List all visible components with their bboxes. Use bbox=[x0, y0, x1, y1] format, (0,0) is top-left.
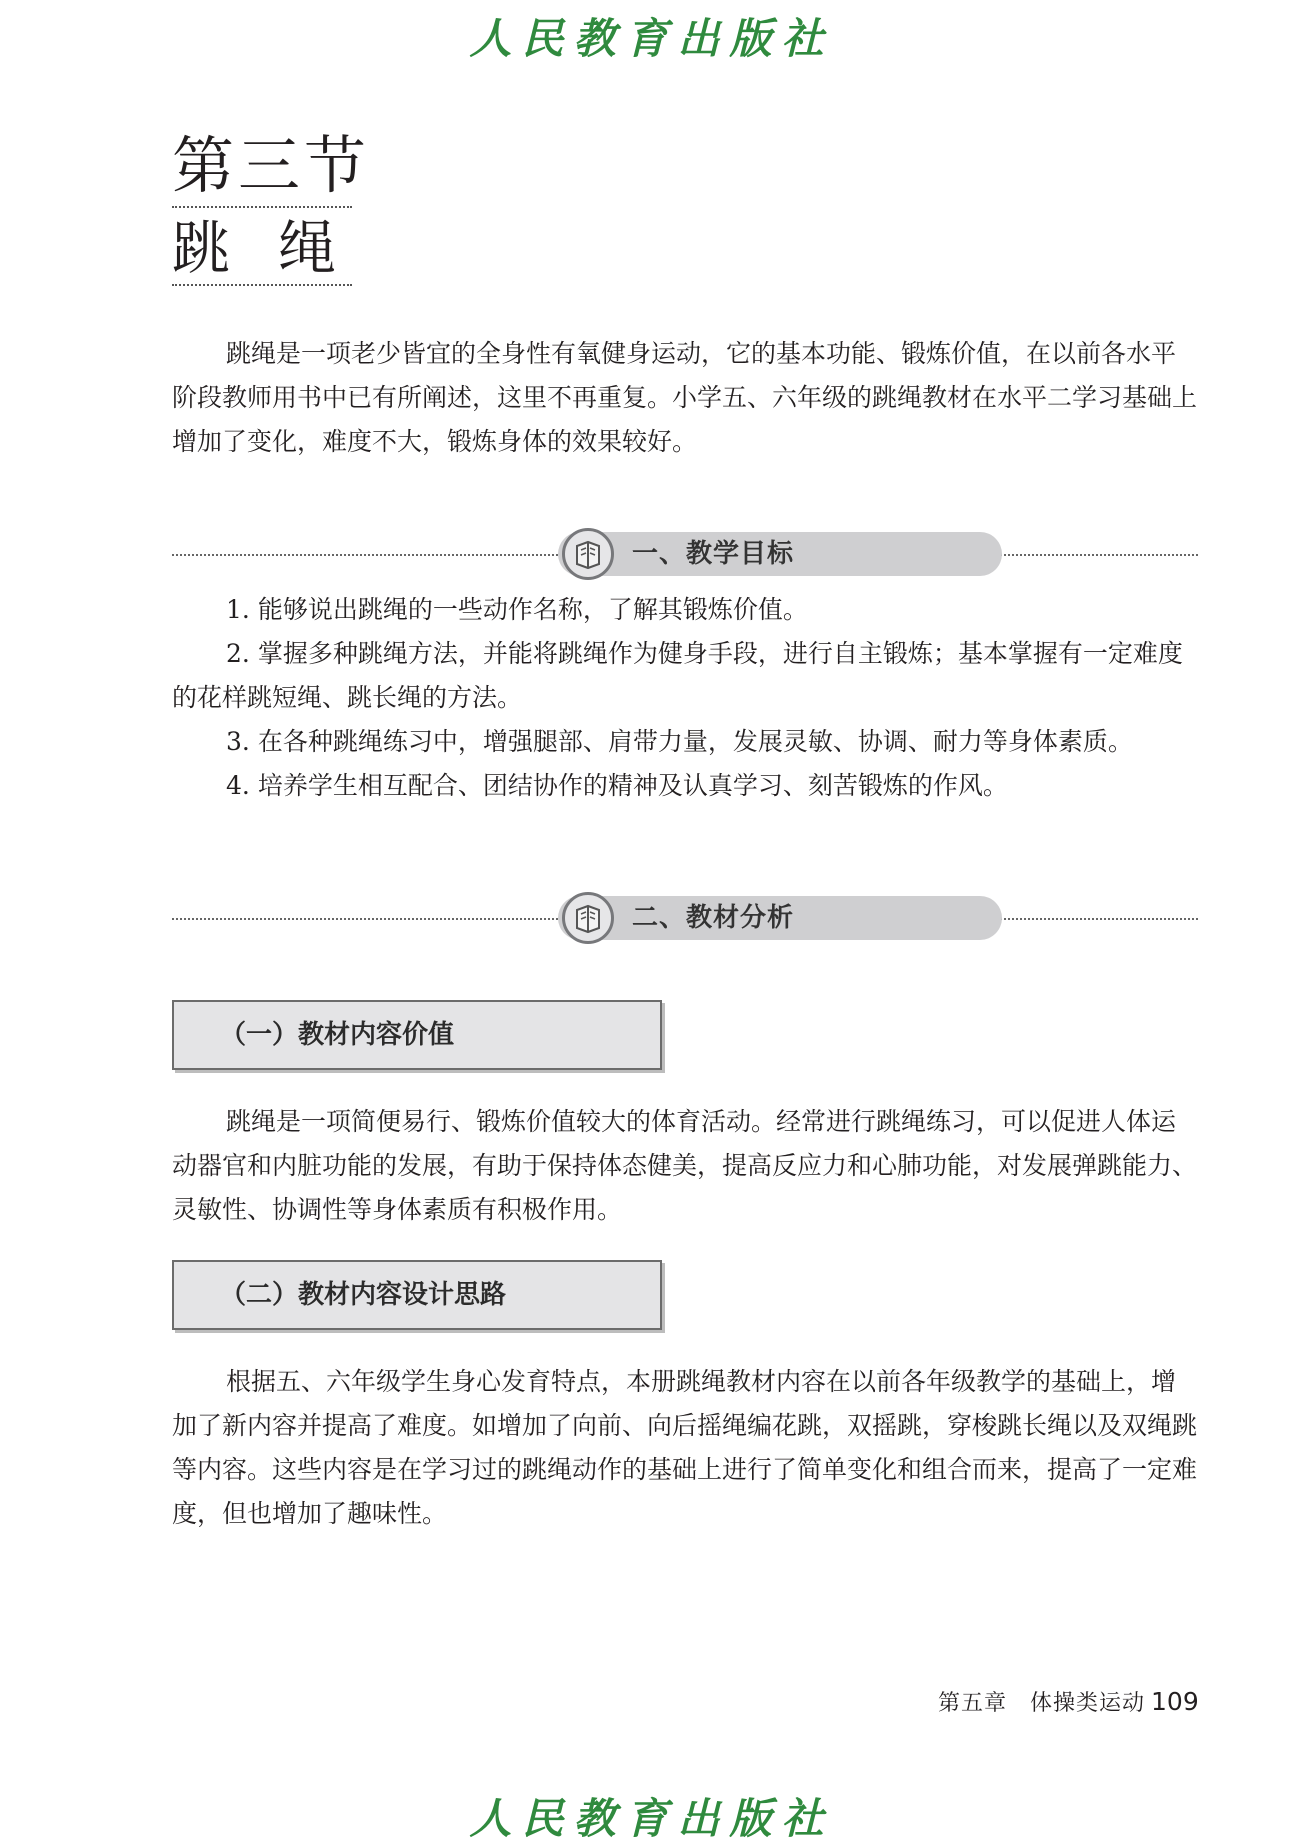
page-footer bbox=[938, 1686, 1199, 1720]
section-number: 第三节 bbox=[172, 129, 371, 202]
subheading-label: （一）教材内容价值 bbox=[220, 1020, 455, 1050]
title-divider bbox=[172, 206, 352, 208]
heading-label: 二、教材分析 bbox=[632, 903, 795, 933]
intro-paragraph: 跳绳是一项老少皆宜的全身性有氧健身运动，它的基本功能、锻炼价值，在以前各水平阶段教师用书中已有所阐述，这里不再重复。小学五、六年级的跳绳教材在水平二学习基础上增加了变化，难度不大，锻炼身体的效果较好。 bbox=[172, 339, 1198, 456]
title-underline bbox=[172, 284, 352, 286]
subheading-label: （二）教材内容设计思路 bbox=[220, 1280, 507, 1310]
section-title: 跳绳 bbox=[172, 214, 385, 282]
design-approach-paragraph: 根据五、六年级学生身心发育特点，本册跳绳教材内容在以前各年级教学的基础上，增加了新内容并提高了难度。如增加了向前、向后摇绳编花跳，双摇跳，穿梭跳长绳以及双绳跳等内容。这些内容是在学习过的跳绳动作的基础上进行了简单变化和组合而来，提高了一定难度，但也增加了趣味性。 bbox=[172, 1367, 1198, 1528]
heading-label: 一、教学目标 bbox=[632, 539, 795, 569]
objective-item-3: 3. 在各种跳绳练习中，增强腿部、肩带力量，发展灵敏、协调、耐力等身体素质。 bbox=[226, 727, 1133, 756]
heading-pill bbox=[558, 896, 1002, 940]
publisher-logo-bottom: 人民教育出版社 bbox=[469, 1794, 834, 1843]
subheading-design-approach bbox=[172, 1260, 662, 1330]
book-icon bbox=[562, 528, 614, 580]
page-number: 109 bbox=[1151, 1687, 1199, 1716]
heading-pill bbox=[558, 532, 1002, 576]
publisher-logo-top: 人民教育出版社 bbox=[469, 14, 834, 63]
content-value-paragraph: 跳绳是一项简便易行、锻炼价值较大的体育活动。经常进行跳绳练习，可以促进人体运动器官和内脏功能的发展，有助于保持体态健美，提高反应力和心肺功能，对发展弹跳能力、灵敏性、协调性等身体素质有积极作用。 bbox=[172, 1107, 1198, 1224]
heading-material-analysis bbox=[172, 896, 1198, 942]
subheading-content-value bbox=[172, 1000, 662, 1070]
chapter-label: 第五章 体操类运动 bbox=[938, 1691, 1146, 1716]
heading-teaching-objectives bbox=[172, 532, 1198, 578]
objective-item-4: 4. 培养学生相互配合、团结协作的精神及认真学习、刻苦锻炼的作风。 bbox=[226, 771, 1008, 800]
book-icon bbox=[562, 892, 614, 944]
objective-item-1: 1. 能够说出跳绳的一些动作名称，了解其锻炼价值。 bbox=[226, 595, 808, 624]
objective-item-2: 2. 掌握多种跳绳方法，并能将跳绳作为健身手段，进行自主锻炼；基本掌握有一定难度的花样跳短绳、跳长绳的方法。 bbox=[172, 639, 1183, 712]
